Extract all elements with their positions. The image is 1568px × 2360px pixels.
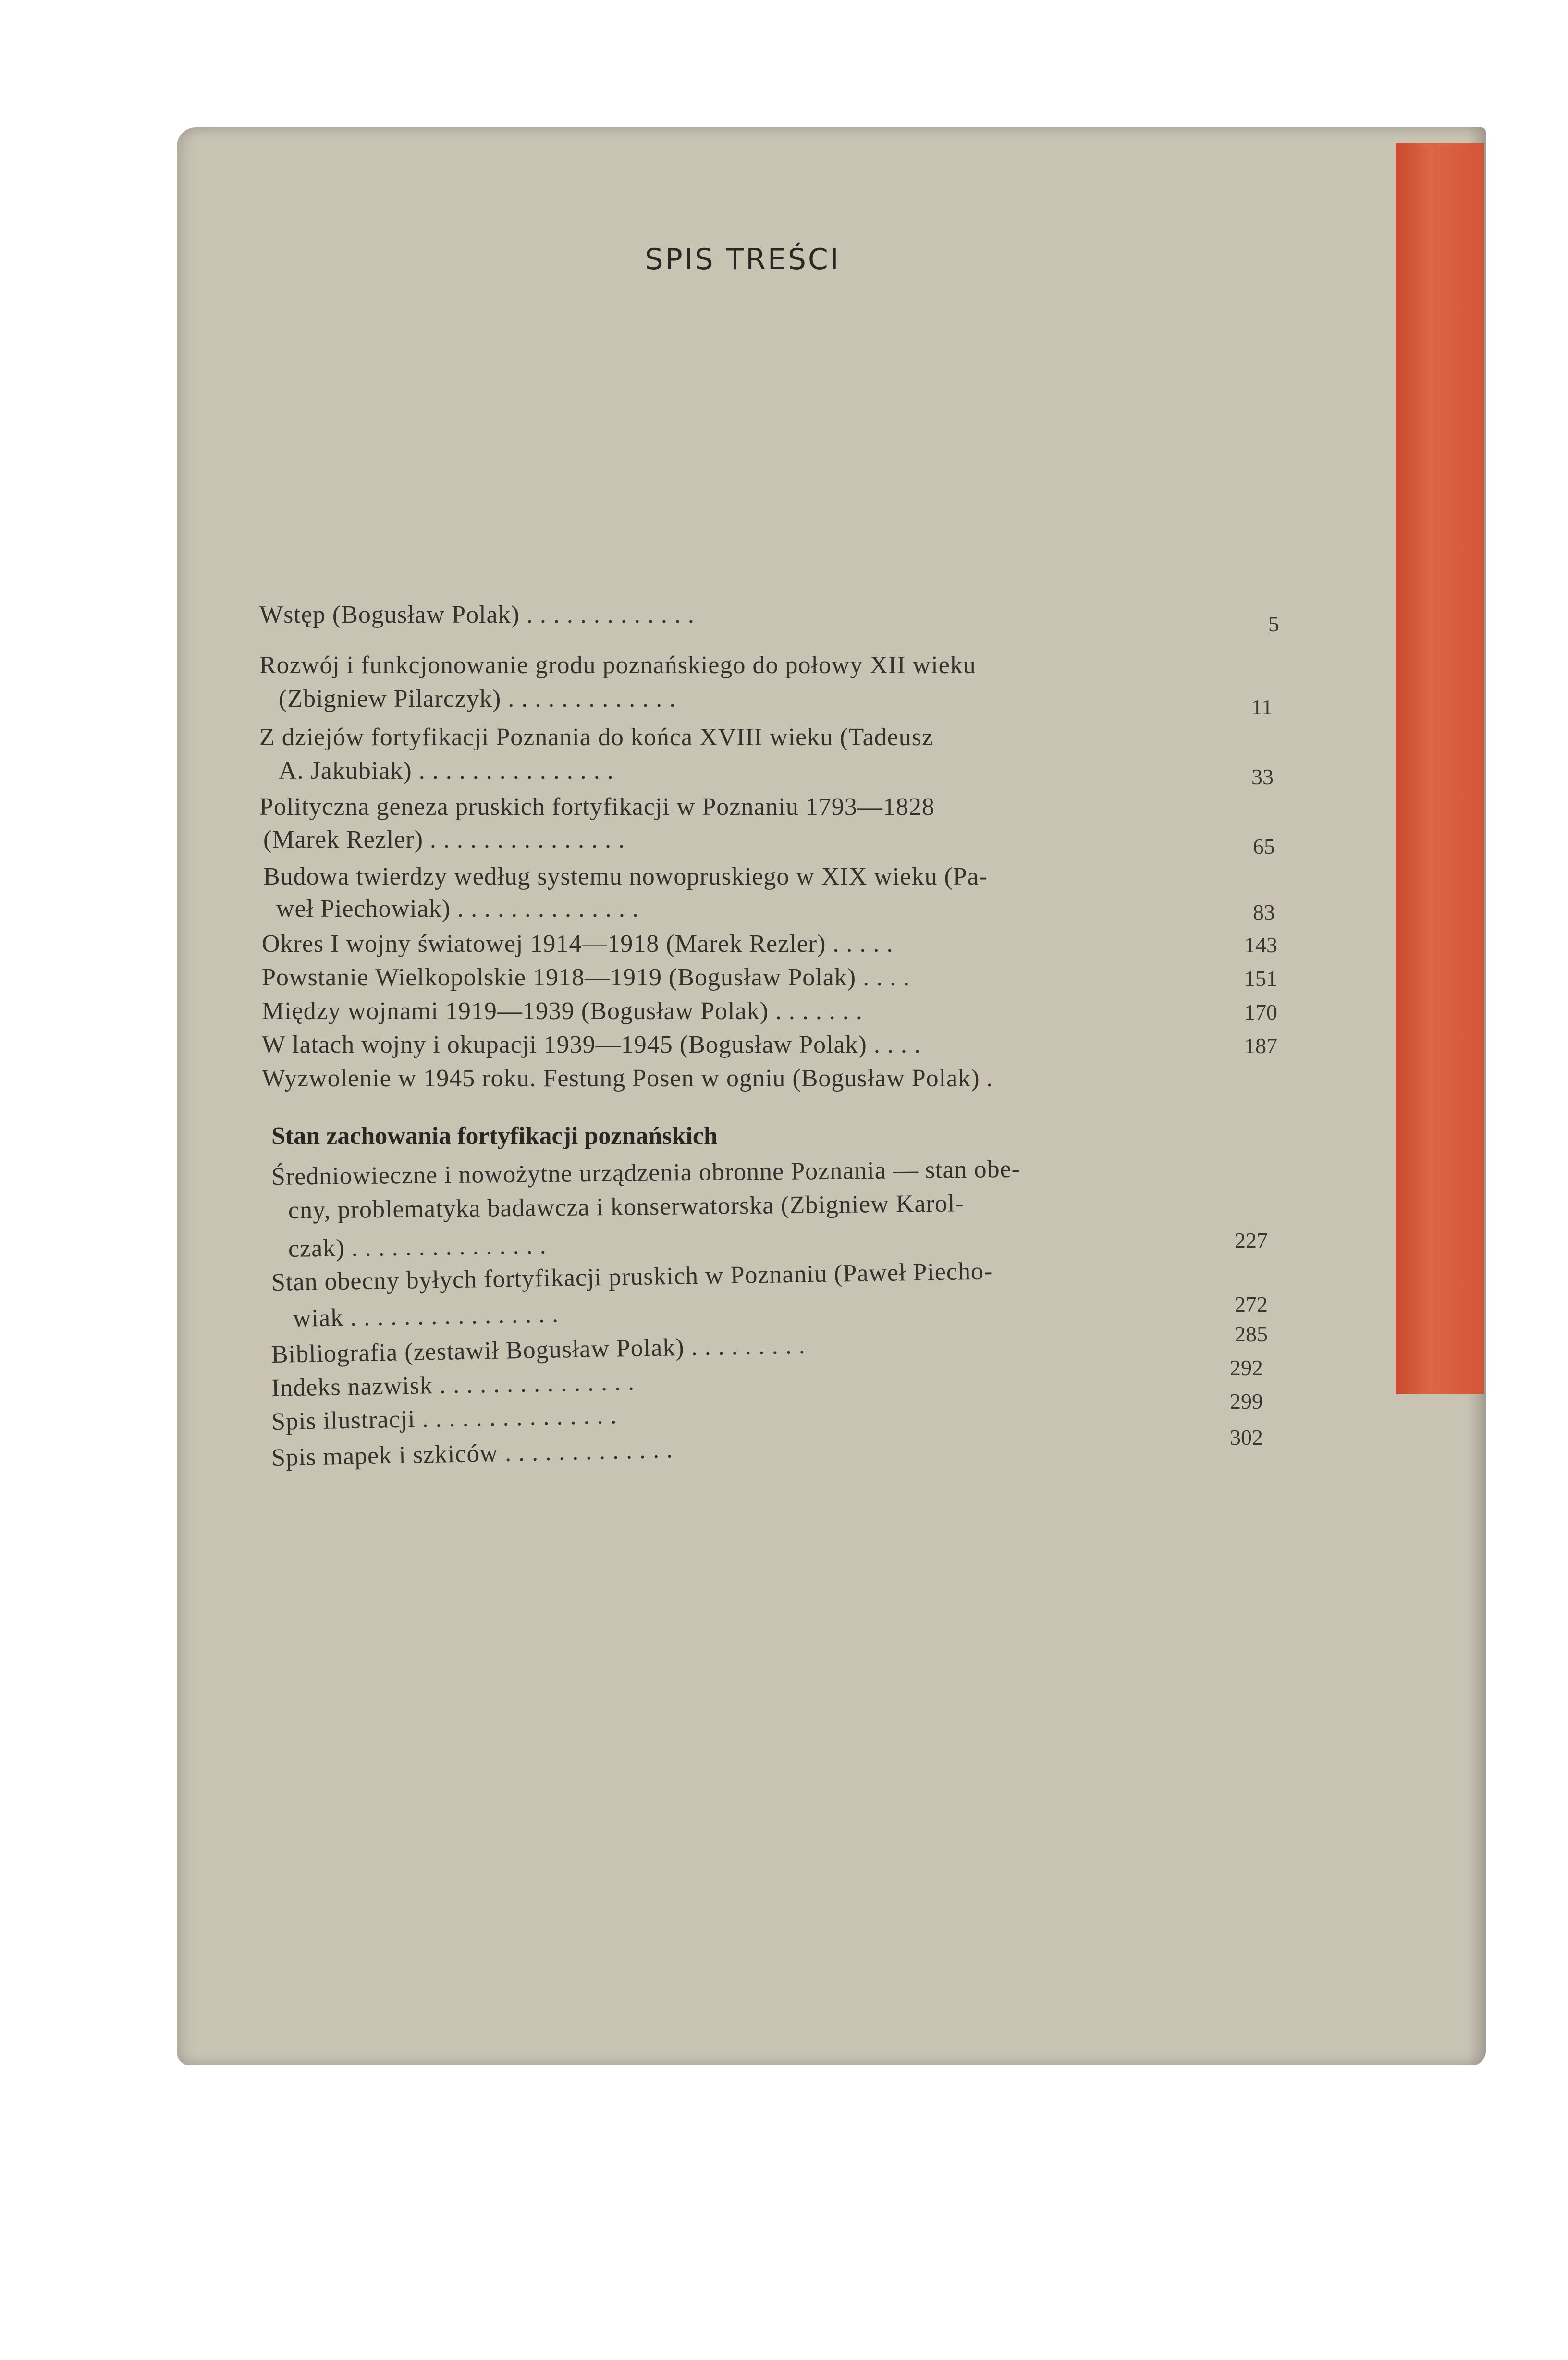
toc-page-number: 83	[1253, 900, 1275, 924]
section-title: Stan zachowania fortyfikacji poznańskich	[271, 1122, 718, 1150]
toc-line: cny, problematyka badawcza i konserwatorska (Zbigniew Karol-	[288, 1190, 964, 1224]
toc-page-number: 285	[1235, 1322, 1268, 1346]
toc-line: Stan obecny byłych fortyfikacji pruskich w Poznaniu (Paweł Piecho-	[271, 1257, 993, 1296]
toc-page-number: 5	[1268, 612, 1279, 636]
book-page	[177, 127, 1486, 2065]
toc-page-number: 11	[1251, 695, 1273, 719]
red-tab-strip	[1396, 143, 1484, 1394]
toc-page-number: 65	[1253, 834, 1275, 859]
toc-page-number: 302	[1230, 1425, 1263, 1450]
toc-page-number: 33	[1251, 764, 1274, 789]
toc-line: Indeks nazwisk . . . . . . . . . . . . . . .	[271, 1368, 635, 1402]
toc-page-number: 292	[1230, 1355, 1263, 1380]
toc-line: wiak . . . . . . . . . . . . . . . .	[293, 1300, 559, 1332]
toc-line: Wstęp (Bogusław Polak) . . . . . . . . . . . . .	[259, 601, 695, 628]
toc-line: (Zbigniew Pilarczyk) . . . . . . . . . . . . .	[279, 685, 676, 713]
toc-line: (Marek Rezler) . . . . . . . . . . . . . . .	[263, 826, 625, 853]
toc-page-number: 227	[1235, 1228, 1268, 1253]
toc-line: weł Piechowiak) . . . . . . . . . . . . . .	[276, 895, 639, 922]
toc-page-number: 143	[1244, 933, 1277, 957]
toc-line: A. Jakubiak) . . . . . . . . . . . . . . .	[279, 757, 614, 785]
toc-line: Bibliografia (zestawił Bogusław Polak) . . . . . . . . .	[271, 1331, 806, 1368]
toc-line: Budowa twierdzy według systemu nowopruskiego w XIX wieku (Pa-	[263, 863, 988, 890]
toc-page-number: 272	[1235, 1292, 1268, 1316]
toc-line: Rozwój i funkcjonowanie grodu poznańskiego do połowy XII wieku	[259, 651, 976, 679]
toc-line: Między wojnami 1919—1939 (Bogusław Polak) . . . . . . .	[262, 997, 863, 1025]
toc-page-number: 170	[1244, 1000, 1277, 1024]
toc-line: Powstanie Wielkopolskie 1918—1919 (Bogusław Polak) . . . .	[262, 964, 910, 991]
toc-line: Spis ilustracji . . . . . . . . . . . . . . .	[271, 1401, 617, 1436]
toc-line: Średniowieczne i nowożytne urządzenia obronne Poznania — stan obe-	[271, 1155, 1021, 1191]
toc-line: W latach wojny i okupacji 1939—1945 (Bogusław Polak) . . . .	[262, 1031, 921, 1058]
toc-line: czak) . . . . . . . . . . . . . . .	[288, 1231, 547, 1263]
toc-line: Spis mapek i szkiców . . . . . . . . . . . . .	[271, 1436, 674, 1472]
toc-line: Z dziejów fortyfikacji Poznania do końca XVIII wieku (Tadeusz	[259, 724, 934, 751]
toc-heading: SPIS TREŚCI	[645, 243, 841, 276]
toc-line: Okres I wojny światowej 1914—1918 (Marek Rezler) . . . . .	[262, 930, 894, 958]
toc-line: Wyzwolenie w 1945 roku. Festung Posen w ogniu (Bogusław Polak) .	[262, 1065, 993, 1092]
toc-page-number: 299	[1230, 1389, 1263, 1414]
toc-line: Polityczna geneza pruskich fortyfikacji w Poznaniu 1793—1828	[259, 793, 935, 821]
toc-page-number: 187	[1244, 1033, 1277, 1058]
toc-page-number: 151	[1244, 966, 1277, 991]
